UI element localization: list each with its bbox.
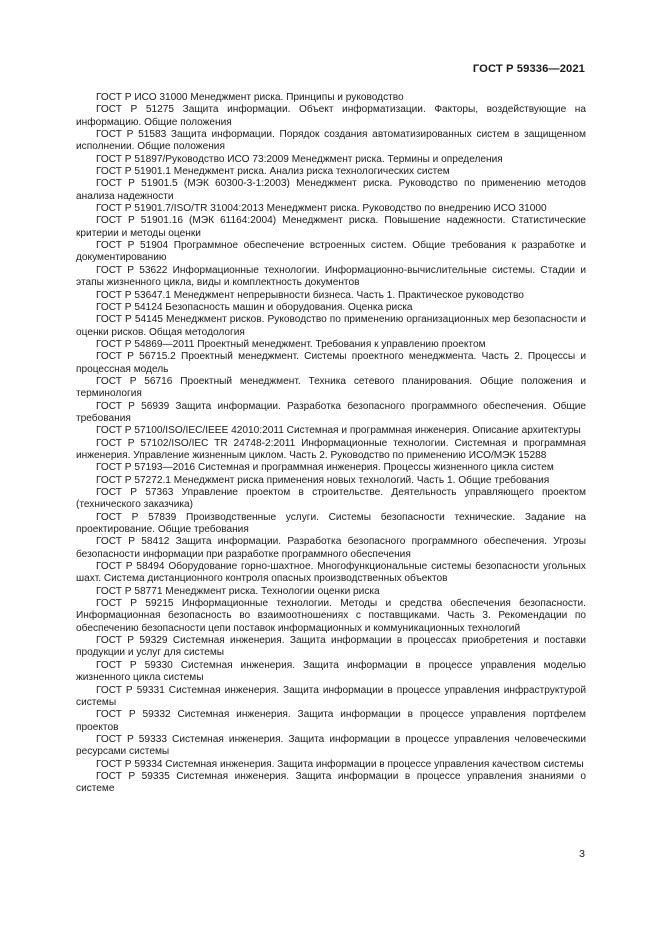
- reference-item: ГОСТ Р 54145 Менеджмент рисков. Руководство по применению организационных мер безопасности и оценки рисков. Общая методология: [76, 314, 586, 338]
- reference-item: ГОСТ Р 51904 Программное обеспечение встроенных систем. Общие требования к разработке и документированию: [76, 240, 586, 264]
- reference-item: ГОСТ Р 54869—2011 Проектный менеджмент. Требования к управлению проектом: [96, 338, 486, 350]
- reference-item: ГОСТ Р 57839 Производственные услуги. Системы безопасности технические. Задание на проектирование. Общие требования: [76, 511, 586, 536]
- reference-item: ГОСТ Р 59215 Информационные технологии. Методы и средства обеспечения безопасности. Информационная безопасность во взаимоотношениях с поставщиками. Часть 3. Рекомендации по обеспечению безопасности цепи поставок информационных и коммуникационных технологий: [76, 598, 586, 634]
- reference-item: ГОСТ Р 59335 Системная инженерия. Защита информации в процессе управления знаниями о системе: [76, 770, 586, 795]
- standard-code-header: ГОСТ Р 59336—2021: [472, 63, 585, 75]
- reference-item: ГОСТ Р 51901.7/ISO/TR 31004:2013 Менеджмент риска. Руководство по внедрению ИСО 31000: [96, 203, 547, 215]
- reference-item: ГОСТ Р 51275 Защита информации. Объект информатизации. Факторы, воздействующие на информацию. Общие положения: [76, 104, 586, 128]
- reference-item: ГОСТ Р 57272.1 Менеджмент риска применения новых технологий. Часть 1. Общие требования: [96, 474, 550, 486]
- reference-item: ГОСТ Р 54124 Безопасность машин и оборудования. Оценка риска: [96, 301, 413, 313]
- reference-item: ГОСТ Р ИСО 31000 Менеджмент риска. Принципы и руководство: [96, 92, 404, 103]
- reference-item: ГОСТ Р 56939 Защита информации. Разработка безопасного программного обеспечения. Общие требования: [76, 400, 586, 424]
- reference-item: ГОСТ Р 56716 Проектный менеджмент. Техника сетевого планирования. Общие положения и терминология: [76, 375, 586, 400]
- reference-item: ГОСТ Р 59334 Системная инженерия. Защита информации в процессе управления качеством системы: [96, 758, 584, 770]
- reference-item: ГОСТ Р 53647.1 Менеджмент непрерывности бизнеса. Часть 1. Практическое руководство: [96, 289, 524, 301]
- page-number: 3: [579, 848, 585, 860]
- reference-item: ГОСТ Р 51901.16 (МЭК 61164:2004) Менеджмент риска. Повышение надежности. Статистические критерии и методы оценки: [76, 215, 586, 239]
- reference-item: ГОСТ Р 51583 Защита информации. Порядок создания автоматизированных систем в защищенном исполнении. Общие положения: [76, 129, 586, 153]
- reference-item: ГОСТ Р 59330 Системная инженерия. Защита информации в процессе управления моделью жизненного цикла системы: [76, 659, 586, 684]
- reference-item: ГОСТ Р 51897/Руководство ИСО 73:2009 Менеджмент риска. Термины и определения: [96, 153, 503, 165]
- reference-item: ГОСТ Р 57193—2016 Системная и программная инженерия. Процессы жизненного цикла систем: [96, 462, 554, 474]
- reference-item: ГОСТ Р 53622 Информационные технологии. Информационно-вычислительные системы. Стадии и этапы жизненного цикла, виды и комплектность документов: [76, 264, 586, 289]
- reference-item: ГОСТ Р 57102/ISO/IEC TR 24748-2:2011 Информационные технологии. Системная и программная инженерия. Управление жизненным циклом. Часть 2. Руководство по применению ИСО/МЭК 15288: [76, 437, 586, 461]
- reference-item: ГОСТ Р 58771 Менеджмент риска. Технологии оценки риска: [96, 585, 380, 597]
- reference-item: ГОСТ Р 51901.1 Менеджмент риска. Анализ риска технологических систем: [96, 166, 450, 178]
- reference-item: ГОСТ Р 58494 Оборудование горно-шахтное. Многофункциональные системы безопасности угольных шахт. Система дистанционного контроля опасных производственных объектов: [76, 561, 586, 585]
- reference-item: ГОСТ Р 51901.5 (МЭК 60300-3-1:2003) Менеджмент риска. Руководство по применению методов анализа надежности: [76, 178, 586, 202]
- normative-references-list: [76, 92, 586, 796]
- reference-item: ГОСТ Р 59331 Системная инженерия. Защита информации в процессе управления инфраструктурой системы: [76, 684, 586, 708]
- reference-item: ГОСТ Р 57363 Управление проектом в строительстве. Деятельность управляющего проектом (технического заказчика): [76, 487, 586, 511]
- reference-item: ГОСТ Р 59329 Системная инженерия. Защита информации в процессах приобретения и поставки продукции и услуг для системы: [76, 635, 586, 659]
- reference-item: ГОСТ Р 59333 Системная инженерия. Защита информации в процессе управления человеческими ресурсами системы: [76, 733, 586, 758]
- reference-item: ГОСТ Р 59332 Системная инженерия. Защита информации в процессе управления портфелем проектов: [76, 709, 586, 733]
- reference-item: ГОСТ Р 56715.2 Проектный менеджмент. Системы проектного менеджмента. Часть 2. Процессы и процессная модель: [76, 351, 586, 375]
- reference-item: ГОСТ Р 57100/ISO/IEC/IEEE 42010:2011 Системная и программная инженерия. Описание архитектуры: [96, 425, 581, 437]
- reference-item: ГОСТ Р 58412 Защита информации. Разработка безопасного программного обеспечения. Угрозы безопасности информации при разработке программного обеспечения: [76, 536, 586, 560]
